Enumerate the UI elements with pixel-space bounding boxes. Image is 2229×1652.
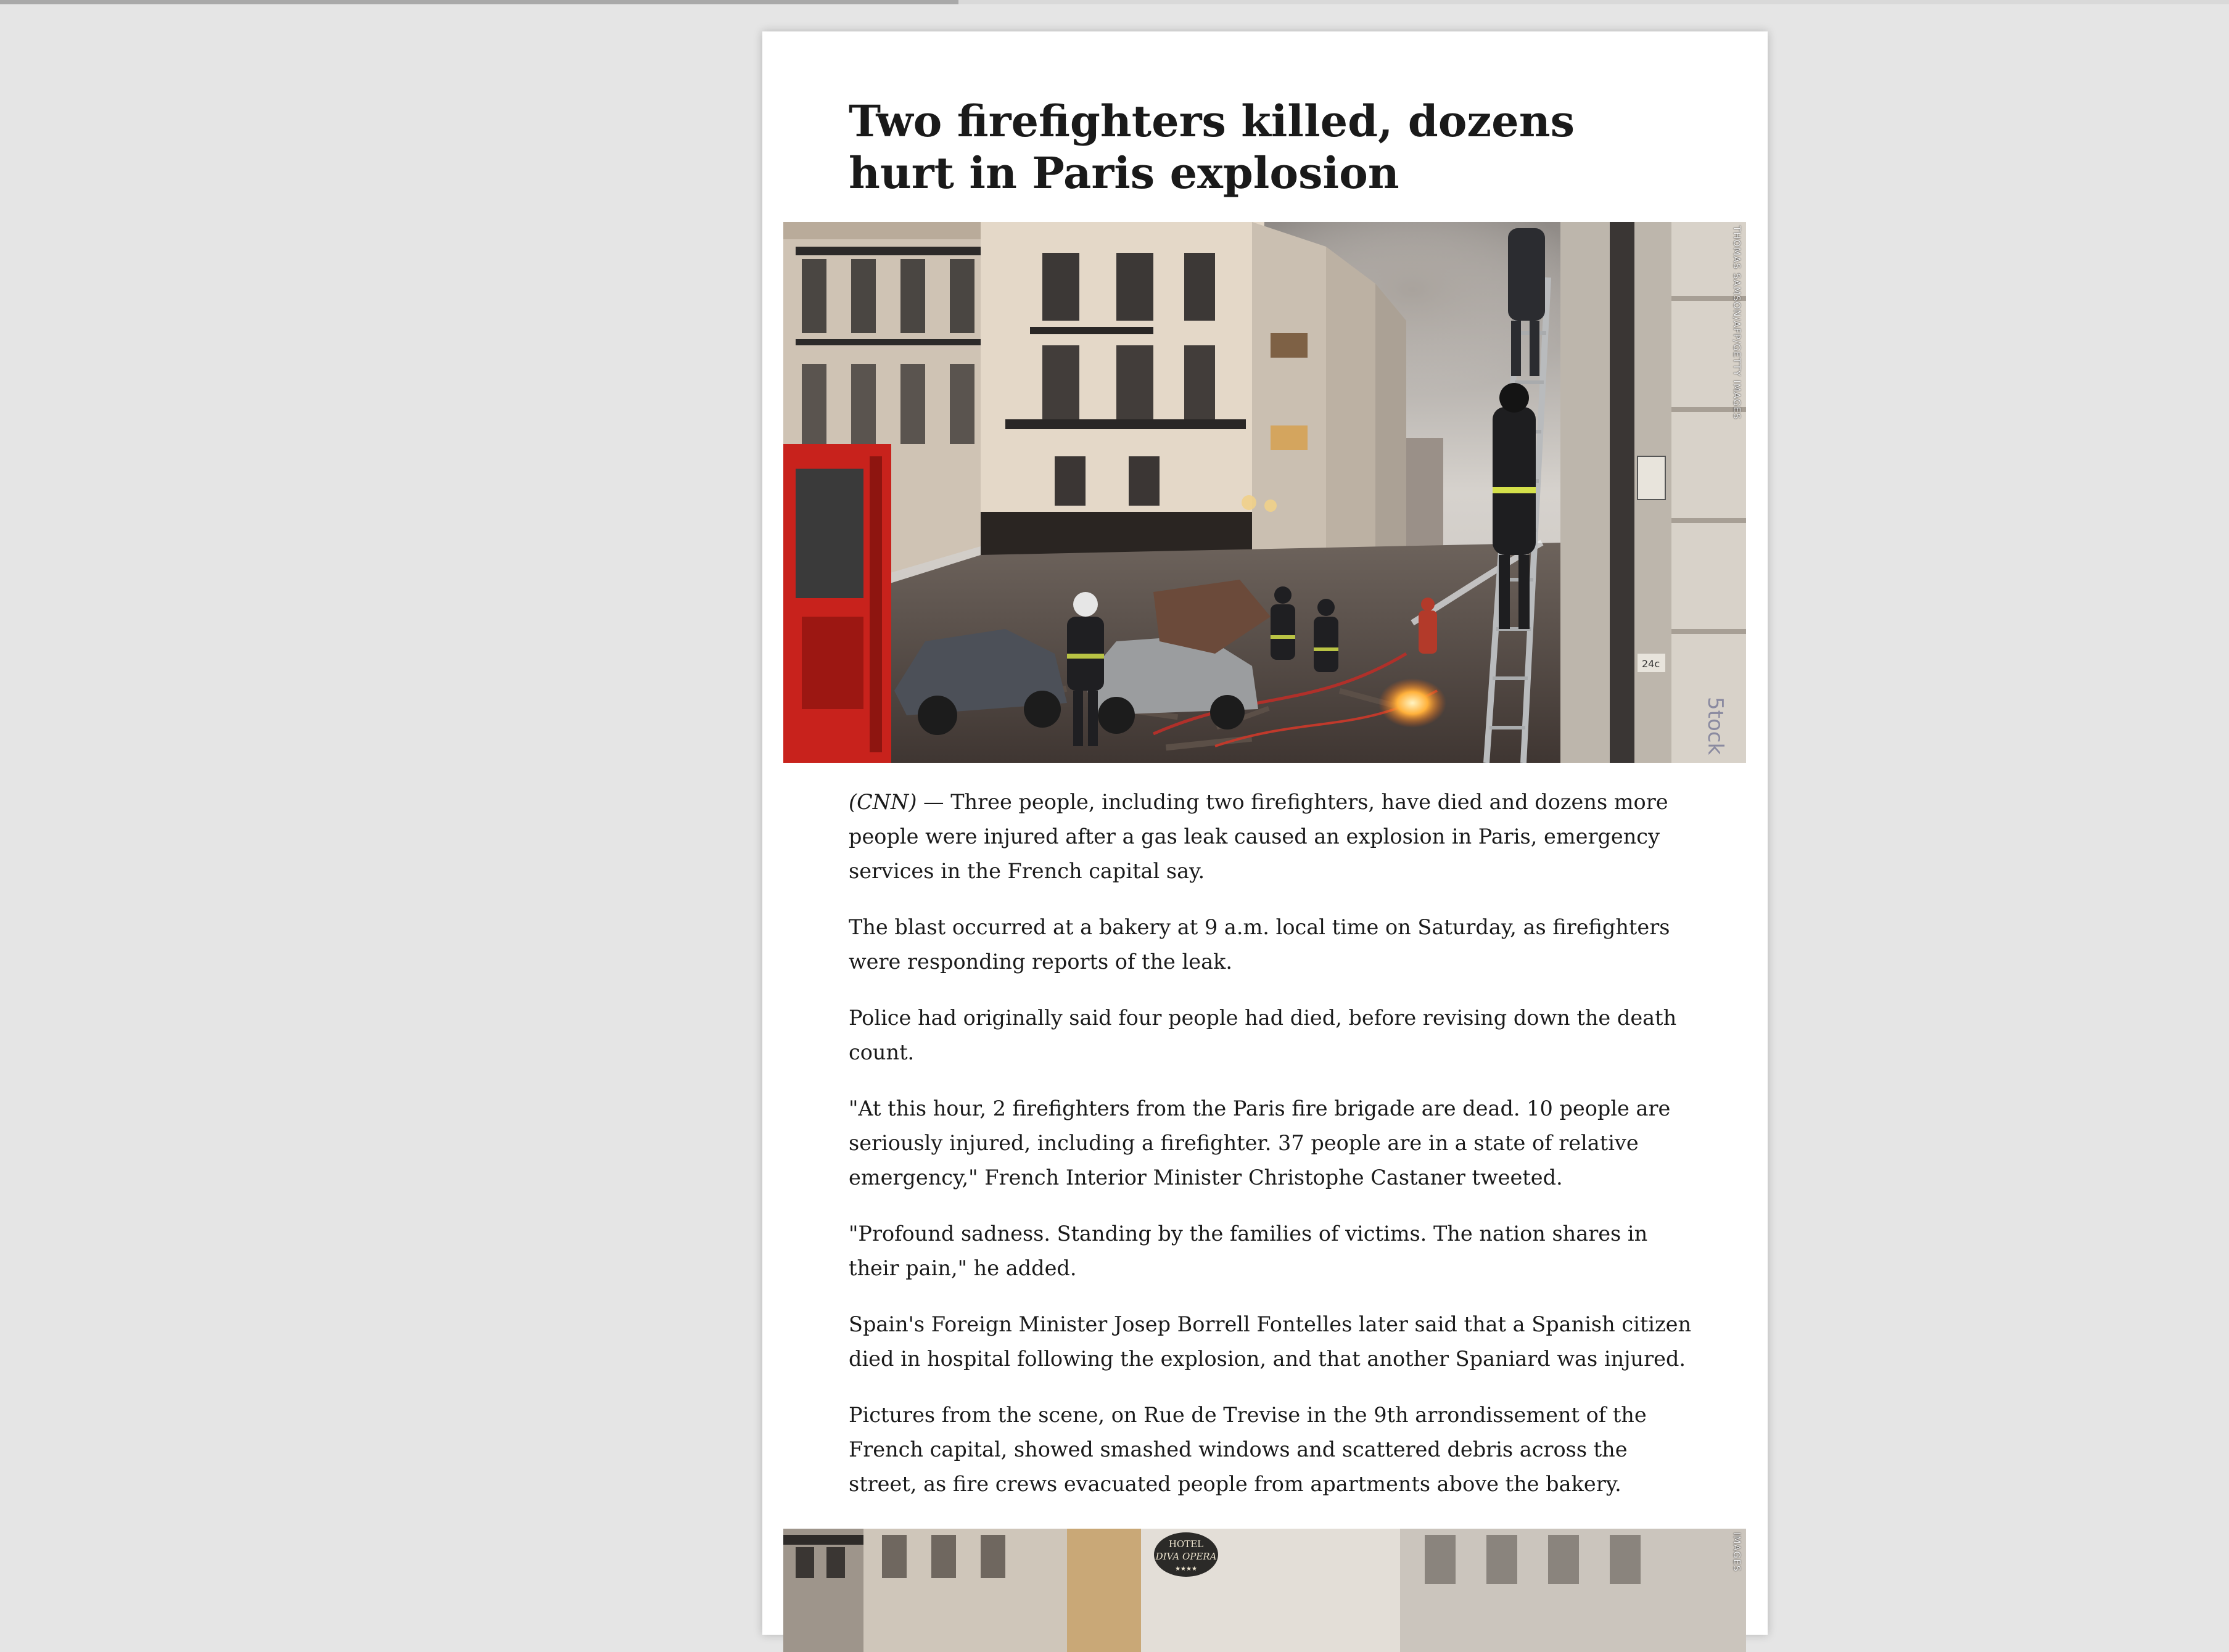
paragraph-6: Spain's Foreign Minister Josep Borrell Fontelles later said that a Spanish citizen died in hospital following the explosion, and that another Spaniard was injured. (849, 1312, 1692, 1371)
fire (1378, 678, 1446, 728)
hotel-sign-line1: HOTEL (1168, 1539, 1204, 1550)
door-number-sign: 24c (1642, 658, 1660, 670)
paragraph-7: Pictures from the scene, on Rue de Trevise in the 9th arrondissement of the French capital, showed smashed windows and scattered debris across the street, as fire crews evacuated people from apartments above the bakery. (849, 1403, 1647, 1496)
article-body (849, 785, 1700, 1523)
fire-truck (783, 444, 891, 763)
hotel-sign-stars: ★★★★ (1175, 1566, 1197, 1572)
paragraph-2: The blast occurred at a bakery at 9 a.m. local time on Saturday, as firefighters were responding reports of the leak. (849, 915, 1670, 974)
reading-progress-fill (0, 0, 958, 4)
photo-credit: THOMAS SAMSON/AFP/GETTY IMAGES (1731, 226, 1742, 420)
paragraph-5: "Profound sadness. Standing by the families of victims. The nation shares in their pain," he added. (849, 1222, 1648, 1280)
reader-page[interactable] (762, 31, 1768, 1635)
article-photo-hotel-street (783, 1529, 1746, 1652)
reading-progress-bar (0, 0, 2229, 4)
paragraph-1 (849, 785, 1700, 889)
article-headline: Two firefighters killed, dozens hurt in Paris explosion (849, 96, 1575, 199)
paragraph-3: Police had originally said four people had died, before revising down the death count. (849, 1006, 1677, 1064)
paragraph-4: "At this hour, 2 firefighters from the Paris fire brigade are dead. 10 people are seriously injured, including a firefighter. 37 people are in a state of relative emergency," French Interior Minister Christophe Castaner tweeted. (849, 1096, 1671, 1190)
dateline: (CNN) (849, 790, 917, 814)
hotel-sign-line2: DIVA OPERA (1155, 1551, 1217, 1562)
article-photo-explosion-scene (783, 222, 1746, 763)
photo-credit-2: IMAGES (1731, 1532, 1742, 1572)
explosion-scene-illustration (783, 222, 1746, 763)
hotel-street-illustration (783, 1529, 1746, 1652)
paragraph-1-text: — Three people, including two firefighters, have died and dozens more people were injured after a gas leak caused an explosion in Paris, emergency services in the French capital say. (849, 790, 1668, 883)
shop-sign-graffiti: 5tock (1703, 697, 1728, 755)
